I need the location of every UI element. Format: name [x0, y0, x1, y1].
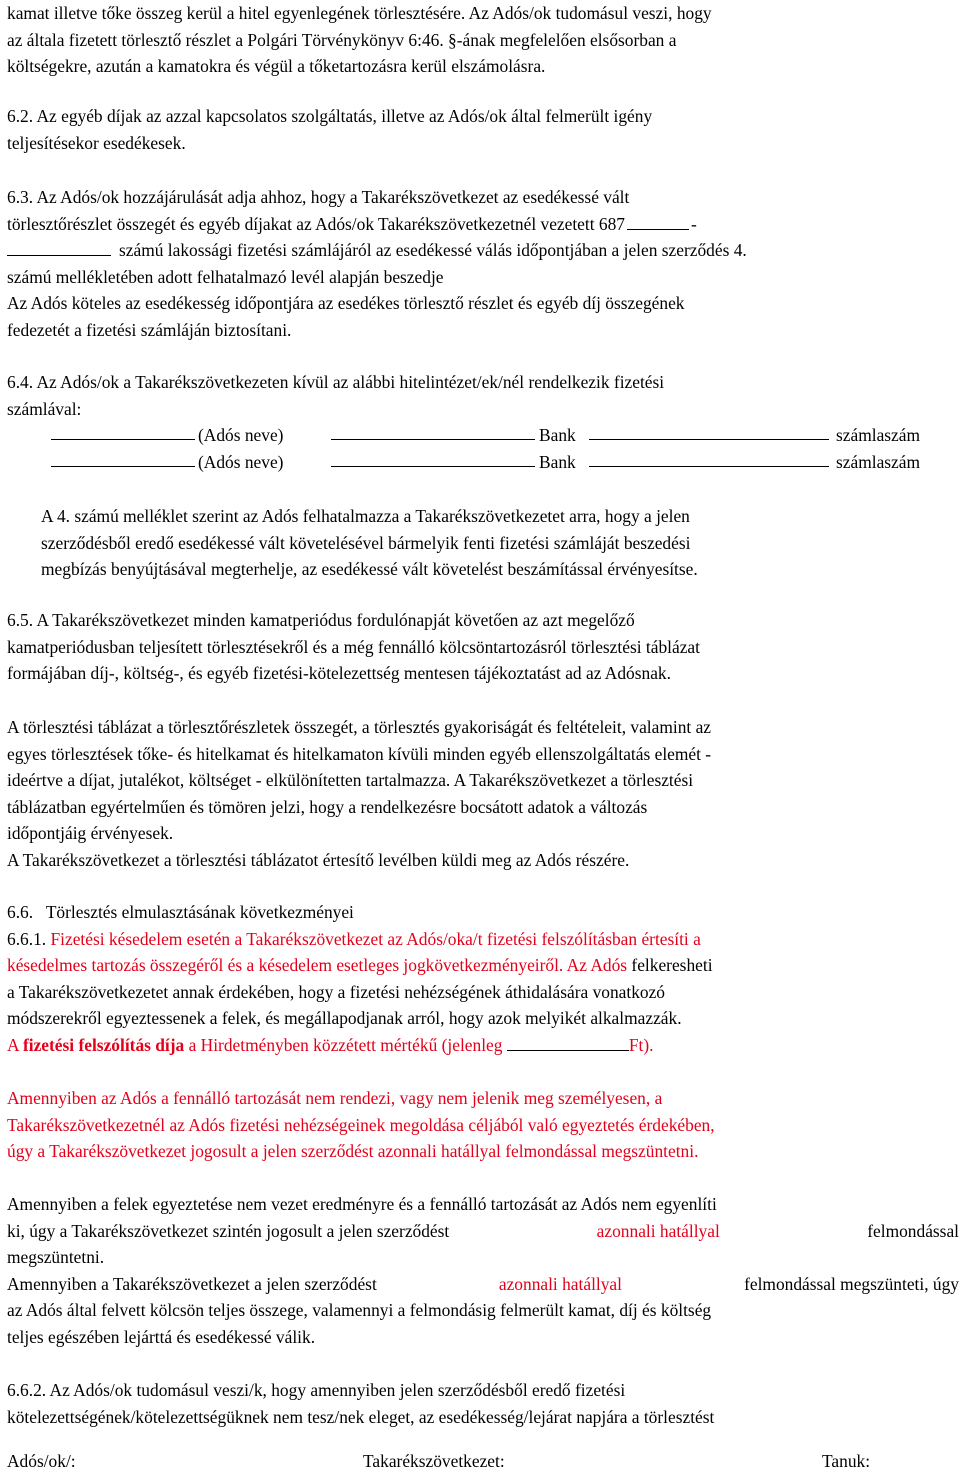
red-text: azonnali hatállyal: [596, 1220, 720, 1241]
text-line: [7, 211, 959, 238]
fee-line: [7, 1032, 959, 1059]
currency-unit: Ft).: [628, 1034, 654, 1055]
section-heading: 6.6. Törlesztés elmulasztásának következményei: [7, 902, 354, 922]
text-line: számú mellékletében adott felhatalmazó levél alapján beszedje: [7, 266, 444, 287]
section-6-4: [7, 369, 959, 422]
section-6-5: [7, 607, 959, 687]
bank-account-row: [41, 422, 955, 449]
debtor-name-blank: [51, 448, 195, 467]
bank-label: Bank: [539, 452, 576, 472]
repayment-table-paragraph: [7, 714, 959, 873]
text-fragment: a Hirdetményben közzétett mértékű (jelenleg: [184, 1034, 503, 1055]
text-line: teljesítésekor esedékesek.: [7, 132, 186, 153]
red-text: Fizetési késedelem esetén a Takarékszövetkezet az Adós/oka/t fizetési felszólításban értesíti a: [46, 928, 701, 949]
text-line: táblázatban egyértelműen és tömören jelzi, hogy a rendelkezésre bocsátott adatok a változás: [7, 796, 648, 817]
text-line: 6.5. A Takarékszövetkezet minden kamatperiódus fordulónapját követően az azt megelőző: [7, 610, 635, 630]
text-fragment: Amennyiben a Takarékszövetkezet a jelen szerződést: [7, 1273, 377, 1294]
text-line: [7, 237, 959, 264]
text-line: fedezetét a fizetési számláján biztosítani.: [7, 319, 292, 340]
text-line: 6.4. Az Adós/ok a Takarékszövetkezeten kívül az alábbi hitelintézet/ek/nél rendelkezik fizetési: [7, 372, 665, 392]
text-line: kamatperiódusban teljesített törlesztésekről és a még fennálló kölcsöntartozásról törlesztési táblázat: [7, 636, 700, 657]
section-6-3: [7, 184, 959, 343]
debtor-name-blank: [51, 421, 195, 440]
text-line: A törlesztési táblázat a törlesztőrészletek összegét, a törlesztés gyakoriságát és feltételeit, valamint az: [7, 717, 712, 737]
account-number-blank: [589, 421, 829, 440]
text-line: kötelezettségének/kötelezettségüknek nem tesz/nek eleget, az esedékesség/lejárat napjára a törlesztést: [7, 1406, 715, 1427]
text-line: módszerekről egyeztessenek a felek, és megállapodjanak arról, hogy azok melyikét alkalmazzák.: [7, 1008, 682, 1028]
text-fragment: felmondással megszünteti, úgy: [744, 1273, 959, 1294]
text-line: Az Adós köteles az esedékesség időpontjára az esedékes törlesztő részlet és egyéb díj összegének: [7, 293, 685, 313]
text-line: szerződésből eredő esedékessé vált követelésével bármelyik fenti fizetési számláját beszedési: [41, 532, 691, 553]
termination-paragraph: [7, 1191, 959, 1350]
text-line: A Takarékszövetkezet a törlesztési táblázatot értesítő levélben küldi meg az Adós részére.: [7, 849, 630, 870]
text-line: 6.2. Az egyéb díjak az azzal kapcsolatos szolgáltatás, illetve az Adós/ok által felmerült igény: [7, 106, 653, 126]
signature-cooperative-label: Takarékszövetkezet:: [363, 1451, 505, 1471]
text-line: egyes törlesztések tőke- és hitelkamat és hitelkamaton kívüli minden egyéb ellenszolgáltatás elemét -: [7, 743, 712, 764]
section-number: 6.6.1.: [7, 928, 47, 949]
text-line: Amennyiben a felek egyeztetése nem vezet eredményre és a fennálló tartozását az Adós nem egyenlíti: [7, 1194, 717, 1214]
text-line: megszüntetni.: [7, 1247, 105, 1267]
text-line: formájában díj-, költség-, és egyéb fizetési-kötelezettség mentesen tájékoztatást ad az Adósnak.: [7, 663, 671, 683]
termination-warning-paragraph: [7, 1085, 959, 1165]
text-fragment: ki, úgy a Takarékszövetkezet szintén jogosult a jelen szerződést: [7, 1220, 450, 1241]
text-line: számlával:: [7, 398, 82, 419]
text-fragment: számú lakossági fizetési számlájáról az esedékessé válás időpontjában a jelen szerződés 4.: [119, 240, 747, 260]
red-text: azonnali hatállyal: [498, 1273, 622, 1294]
text-line: megbízás benyújtásával megterhelje, az esedékessé vált követelést beszámítással érvényesítse.: [41, 559, 698, 579]
intro-paragraph: [7, 0, 959, 80]
account-number-label: számlaszám: [836, 425, 921, 445]
section-6-2: [7, 103, 959, 156]
signature-debtor-label: Adós/ok/:: [7, 1451, 76, 1471]
text-line: [7, 926, 959, 953]
account-number-blank: [589, 448, 829, 467]
text-line: ideértve a díjat, jutalékot, költséget - elkülönítetten tartalmazza. A Takarékszövetkezet a törlesztési: [7, 770, 694, 790]
fee-amount-blank: [507, 1032, 629, 1051]
section-6-6-2: [7, 1377, 959, 1430]
bank-label: Bank: [539, 425, 576, 445]
text-line: 6.3. Az Adós/ok hozzájárulását adja ahhoz, hogy a Takarékszövetkezet az esedékessé vált: [7, 187, 630, 207]
text-fragment: törlesztőrészlet összegét és egyéb díjakat az Adós/ok Takarékszövetkezetnél vezetett 687: [7, 213, 625, 234]
account-number-blank: [627, 211, 689, 230]
text-line: az Adós által felvett kölcsön teljes összege, valamennyi a felmondásig felmerült kamat, díj és költség: [7, 1300, 712, 1320]
authorization-paragraph: [41, 503, 959, 583]
text-fragment: A: [7, 1034, 23, 1055]
text-line: kamat illetve tőke összeg kerül a hitel egyenlegének törlesztésére. Az Adós/ok tudomásul veszi, hogy: [7, 3, 712, 23]
debtor-name-label: (Adós neve): [198, 425, 284, 445]
account-number-blank: [7, 237, 111, 256]
bank-account-row: [41, 449, 955, 476]
fee-term: fizetési felszólítás díja: [22, 1034, 185, 1055]
text-line: teljes egészében lejárttá és esedékessé válik.: [7, 1326, 316, 1347]
text-line: 6.6.2. Az Adós/ok tudomásul veszi/k, hogy amennyiben jelen szerződésből eredő fizetési: [7, 1380, 626, 1400]
text-line: az általa fizetett törlesztő részlet a Polgári Törvénykönyv 6:46. §-ának megfelelően elsősorban a: [7, 29, 677, 50]
bank-name-blank: [331, 421, 535, 440]
account-number-label: számlaszám: [836, 452, 921, 472]
text-line: időpontjáig érvényesek.: [7, 823, 174, 843]
text-fragment: felmondással: [867, 1220, 959, 1241]
text-line: úgy a Takarékszövetkezet jogosult a jelen szerződést azonnali hatállyal felmondással megszüntetni.: [7, 1141, 699, 1161]
bank-name-blank: [331, 448, 535, 467]
text-fragment: felkeresheti: [627, 955, 713, 975]
red-text: késedelmes tartozás összegéről és a késedelem esetleges jogkövetkezményeiről. Az Adós: [7, 955, 628, 975]
text-line: [7, 952, 959, 979]
text-line: Takarékszövetkezetnél az Adós fizetési nehézségeinek megoldása céljából való egyeztetés érdekében,: [7, 1114, 715, 1135]
text-line: költségekre, azután a kamatokra és végül a tőketartozásra kerül elszámolásra.: [7, 56, 546, 76]
text-line: [7, 1218, 959, 1245]
text-line: a Takarékszövetkezetet annak érdekében, hogy a fizetési nehézségének áthidalására vonatkozó: [7, 981, 666, 1002]
signature-witnesses-label: Tanuk:: [822, 1451, 871, 1471]
text-line: [7, 1271, 959, 1298]
debtor-name-label: (Adós neve): [198, 452, 284, 472]
section-6-6: [7, 899, 959, 1058]
text-line: Amennyiben az Adós a fennálló tartozását nem rendezi, vagy nem jelenik meg személyesen, a: [7, 1088, 663, 1108]
text-line: A 4. számú melléklet szerint az Adós felhatalmazza a Takarékszövetkezetet arra, hogy a jelen: [41, 506, 690, 526]
text-fragment: -: [691, 213, 697, 234]
